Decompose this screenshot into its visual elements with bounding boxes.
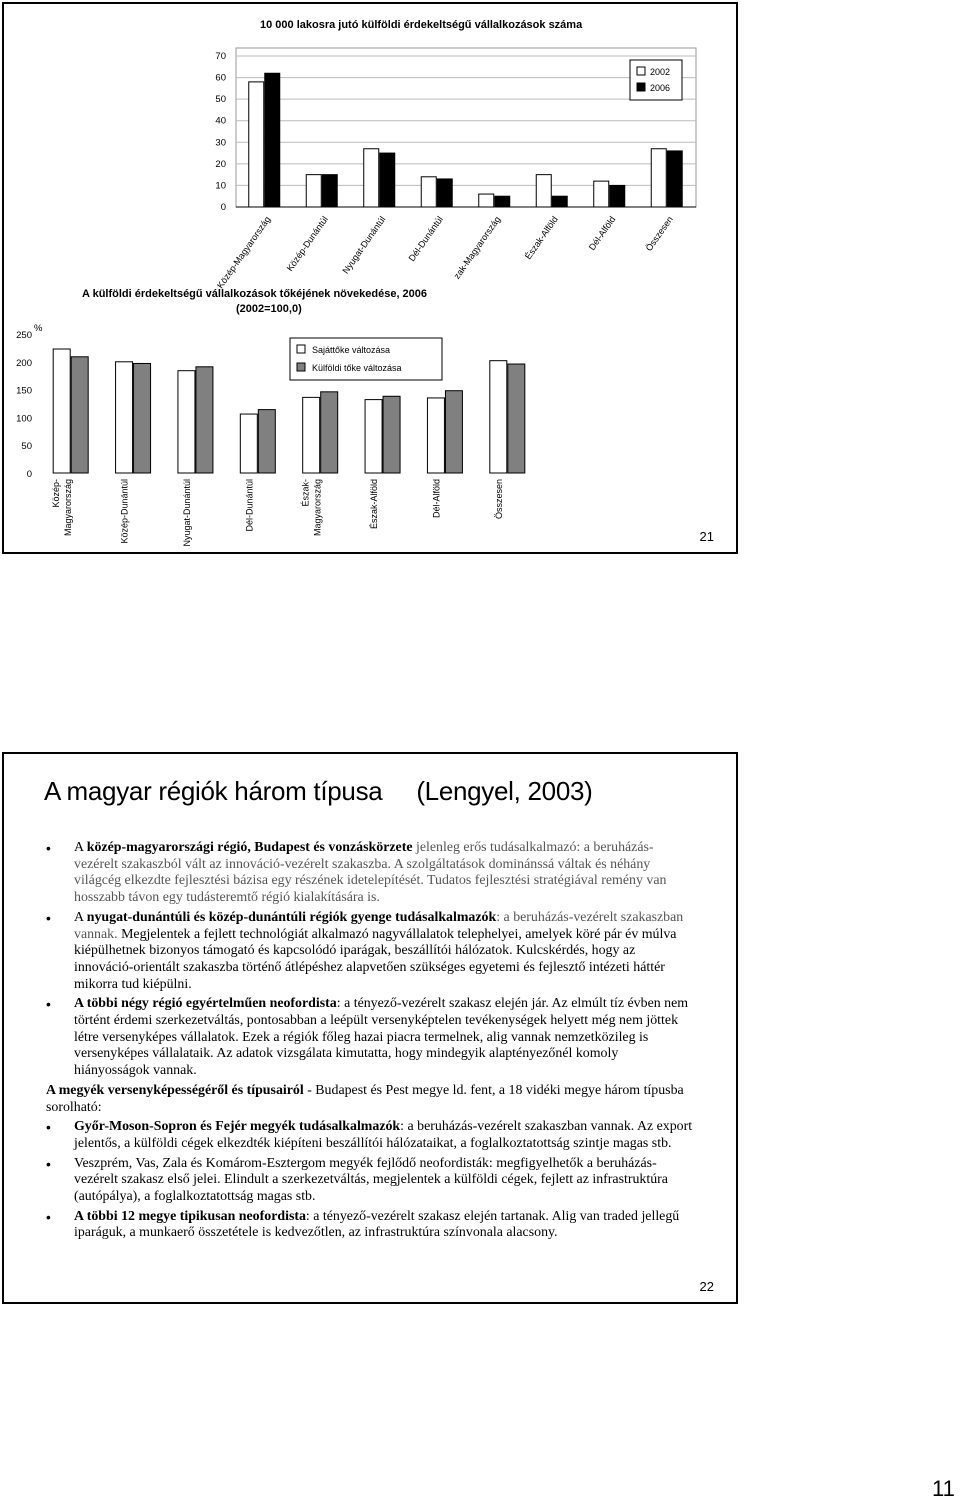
chart2-unit-label: % — [34, 323, 43, 334]
chart1-ytick-label: 70 — [215, 51, 226, 62]
chart-foreign-firms-per-10000 — [4, 4, 724, 304]
chart1-bar-2006 — [380, 153, 395, 207]
slide-22 — [2, 752, 738, 1304]
plain-paragraph — [46, 1083, 696, 1116]
chart1-legend-box — [630, 60, 682, 100]
bullet-paragraph — [46, 1156, 696, 1206]
chart1-bar-2006 — [495, 196, 510, 207]
chart2-ytick-label: 0 — [26, 469, 32, 480]
bullet-paragraph — [46, 840, 696, 907]
chart1-ytick-label: 20 — [215, 158, 226, 170]
chart2-category-label-line: Közép- — [51, 479, 62, 508]
chart1-legend-swatch — [637, 67, 645, 75]
chart1-category-label: Nyugat-Dunántúl — [340, 214, 388, 276]
chart1-bar-2006 — [667, 151, 682, 207]
chart2-category-label — [369, 479, 379, 529]
bold-run: közép-magyarországi régió, Budapest és vonzáskörzete — [86, 840, 413, 855]
chart2-category-label-line: Magyarország — [63, 479, 74, 537]
chart2-bar-own-capital — [116, 362, 133, 473]
page-number: 11 — [932, 1476, 955, 1501]
bullet-paragraph — [46, 996, 696, 1080]
chart2-bar-foreign-capital — [445, 391, 462, 473]
chart1-ytick-label: 60 — [215, 72, 226, 84]
chart1-bar-2006 — [265, 73, 280, 207]
chart1-ytick-label: 50 — [215, 94, 226, 106]
chart2-category-label-line: Magyarország — [312, 479, 323, 537]
chart1-legend-label: 2002 — [650, 67, 671, 77]
slide-title-reference: (Lengyel, 2003) — [416, 776, 593, 806]
chart2-category-label — [301, 479, 323, 536]
text-run: : a tényező-vezérelt szakasz elején tartanak. Alig van traded jellegű iparáguk, a munkaerő összetétele is kedvezőtlen, az infrastruktúra színvonala alacsony. — [74, 1208, 680, 1241]
chart1-category-label: Dél-Alföld — [586, 214, 618, 253]
slide-21 — [2, 2, 738, 554]
chart2-legend-label: Sajáttőke változása — [312, 345, 391, 355]
chart1-category-label: Dél-Dunántúl — [406, 214, 445, 264]
chart2-bar-foreign-capital — [508, 364, 525, 473]
bold-run: nyugat-dunántúli és közép-dunántúli régiók gyenge tudásalkalmazók — [86, 909, 497, 925]
chart2-bar-foreign-capital — [258, 410, 275, 473]
chart2-category-label — [120, 479, 130, 544]
slide-number: 21 — [699, 529, 714, 544]
chart2-category-label — [244, 479, 254, 532]
chart1-bar-2002 — [249, 82, 264, 207]
chart1-bar-2002 — [421, 177, 436, 207]
chart2-ytick-label: 250 — [16, 330, 32, 341]
chart2-bar-foreign-capital — [196, 367, 213, 473]
slide-number: 22 — [699, 1279, 714, 1294]
chart2-category-label-line: Dél-Dunántúl — [244, 479, 255, 532]
chart2-ytick-label: 150 — [16, 385, 32, 397]
chart1-title: 10 000 lakosra jutó külföldi érdekeltségű vállalkozások száma — [260, 19, 583, 31]
slide-body — [46, 840, 696, 1245]
chart1-bar-2002 — [479, 194, 494, 207]
chart2-category-label — [51, 479, 73, 536]
chart1-category-label: zak-Magyarország — [451, 214, 503, 281]
chart2-bar-own-capital — [53, 349, 70, 473]
chart2-category-label-line: Összesen — [493, 479, 504, 520]
chart2-bar-own-capital — [490, 361, 507, 473]
chart2-legend-label: Külföldi tőke változása — [312, 363, 402, 373]
bullet-paragraph — [46, 1209, 696, 1242]
chart1-bar-2006 — [552, 196, 567, 207]
chart2-category-label-line: Észak-Alföld — [369, 479, 380, 530]
chart1-category-label: Észak-Alföld — [523, 214, 560, 262]
text-run: : a tényező-vezérelt szakasz elején jár. Az elmúlt tíz évben nem történt érdemi szerkezetváltás, pontosabban a leépült versenyképtelen tevékenységek helyett még nem jöttek létre versenyképes vállalatok. Ezek a régiók főleg hazai piacra termelnek, alig vannak nemzetközileg is versenyképes vállalataik. Az adatok vizsgálata kimutatta, hogy mindegyik alaptényezőnél komoly hiányosságok vannak. — [74, 996, 689, 1079]
chart2-category-label-line: Közép-Dunántúl — [119, 479, 130, 544]
chart1-ytick-label: 10 — [215, 180, 226, 192]
chart1-ytick-label: 30 — [215, 137, 226, 149]
chart1-bar-2002 — [306, 175, 321, 207]
text-run: : a beruházás-vezérelt szakaszban vannak. Az export jelentős, a külföldi cégek elkezdték kiépíteni beszállítói hálózataikat, a foglalkoztatottság szintje magas stb. — [74, 1119, 693, 1151]
chart2-bar-own-capital — [427, 398, 444, 473]
chart2-legend-swatch — [297, 345, 305, 353]
chart2-category-label — [494, 479, 504, 519]
chart2-bar-foreign-capital — [134, 363, 151, 473]
chart1-bar-2002 — [651, 149, 666, 207]
chart-capital-growth — [4, 280, 724, 556]
chart2-bar-foreign-capital — [383, 396, 400, 473]
chart1-category-label: Összesen — [643, 214, 675, 253]
chart1-bar-2002 — [536, 175, 551, 207]
chart1-bar-2002 — [594, 181, 609, 207]
text-run: A — [74, 840, 87, 855]
chart1-legend-label: 2006 — [650, 83, 671, 93]
chart2-bar-own-capital — [365, 400, 382, 473]
chart2-ytick-label: 50 — [21, 441, 32, 453]
chart1-category-label: Közép-Dunántúl — [284, 214, 330, 274]
slide-title — [44, 776, 593, 807]
chart2-category-label — [431, 479, 441, 518]
chart2-bar-foreign-capital — [321, 392, 338, 473]
bold-run: A megyék versenyképességéről és típusairól — [46, 1082, 304, 1098]
chart2-bar-own-capital — [240, 414, 257, 473]
chart2-ytick-label: 100 — [16, 413, 32, 425]
text-run: A — [74, 909, 87, 925]
slide-title-text: A magyar régiók három típusa — [44, 776, 383, 806]
chart2-legend-swatch — [297, 363, 305, 371]
chart1-ytick-label: 0 — [220, 202, 226, 213]
text-run: Megjelentek a fejlett technológiát alkalmazó nagyvállalatok telephelyei, amelyek köré pár év múlva kiépülhetnek bizonyos támogató és kapcsolódó iparágak, beszállítói hálózatok. Kulcskérdés, hogy az innováció-orientált szakaszba történő átlépéshez alapvetően szükséges egyetemi és fejlesztő intézeti háttér mikorra tud kiépülni. — [74, 926, 677, 992]
chart1-legend-swatch — [637, 83, 645, 91]
chart2-bar-foreign-capital — [71, 357, 88, 473]
chart1-bar-2006 — [322, 175, 337, 207]
chart2-bar-own-capital — [178, 371, 195, 473]
chart1-ytick-label: 40 — [215, 115, 226, 127]
chart2-category-label-line: Nyugat-Dunántúl — [181, 479, 192, 547]
text-run: jelenleg erős tudásalkalmazó: a beruházás-vezérelt szakaszból vált az innováció-vezérelt szakaszba. A szolgáltatások dominánssá váltak és néhány világcég elkezdte fejlesztési bázisa egy részének idetelepítését. Tudatos fejlesztési stratégiával remény van hosszabb távon egy tudásteremtő régió kialakítására is. — [74, 840, 667, 906]
chart2-ytick-label: 200 — [16, 357, 32, 369]
chart2-title-line2: (2002=100,0) — [236, 303, 302, 315]
bold-run: A többi 12 megye tipikusan neofordista — [74, 1208, 306, 1224]
text-run: - Budapest és Pest megye ld. fent, a 18 vidéki megye három típusba sorolható: — [46, 1082, 684, 1115]
text-run: Veszprém, Vas, Zala és Komárom-Esztergom megyék fejlődő neofordisták: megfigyelhetők a beruházás-vezérelt szakasz első jelei. Elindult a szerkezetváltás, megjelentek a külföldi cégek, fejlett az infrastruktúra (autópálya), a foglalkoztatottság magas stb. — [74, 1155, 668, 1205]
chart1-bar-2002 — [364, 149, 379, 207]
text-run: : a beruházás-vezérelt szakaszban vannak. — [74, 909, 684, 942]
chart2-bar-own-capital — [303, 397, 320, 473]
bullet-paragraph — [46, 910, 696, 994]
chart2-category-label-line: Észak- — [300, 479, 311, 507]
chart1-category-label: Közép-Magyarország — [215, 214, 273, 291]
chart1-bar-2006 — [437, 179, 452, 207]
bold-run: A többi négy régió egyértelműen neofordista — [74, 996, 337, 1012]
bullet-paragraph — [46, 1119, 696, 1152]
chart1-bar-2006 — [610, 185, 625, 207]
bold-run: Győr-Moson-Sopron és Fejér megyék tudásalkalmazók — [74, 1119, 401, 1135]
chart2-title-line1: A külföldi érdekeltségű vállalkozások tőkéjének növekedése, 2006 — [82, 288, 428, 300]
chart2-category-label — [182, 479, 192, 547]
chart1-plot-area — [236, 48, 696, 207]
chart2-category-label-line: Dél-Alföld — [431, 479, 442, 519]
